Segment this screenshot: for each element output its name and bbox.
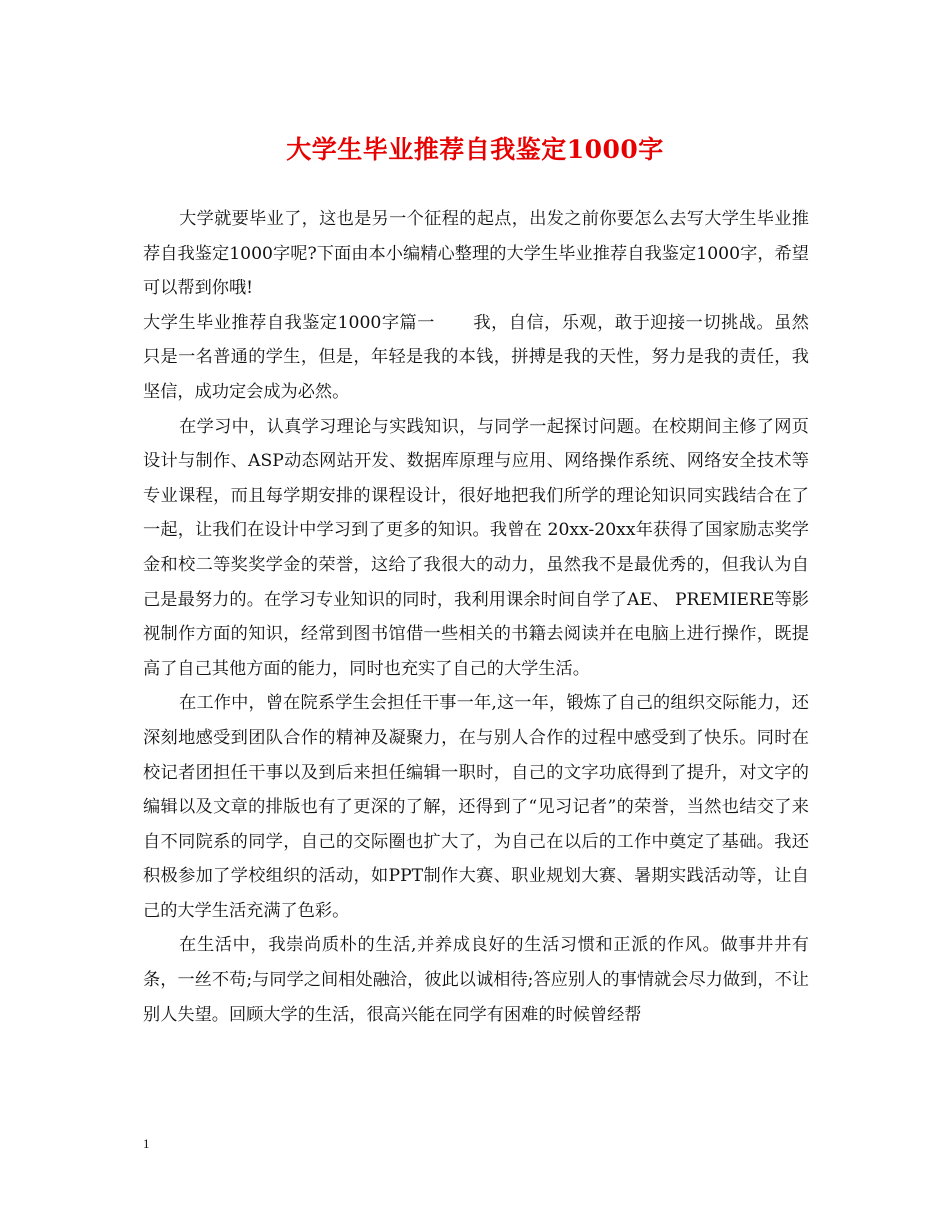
life-paragraph: 在生活中，我崇尚质朴的生活,并养成良好的生活习惯和正派的作风。做事井井有条，一丝不苟;与同学之间相处融洽，彼此以诚相待;答应别人的事情就会尽力做到，不让别人失望。回顾大学的生活，很高兴能在同学有困难的时候曾经帮 bbox=[143, 935, 809, 1025]
document-title: 大学生毕业推荐自我鉴定1000字 bbox=[286, 135, 664, 164]
work-paragraph: 在工作中，曾在院系学生会担任干事一年,这一年，锻炼了自己的组织交际能力，还深刻地感受到团队合作的精神及凝聚力，在与别人合作的过程中感受到了快乐。同时在校记者团担任干事以及到后来担任编辑一职时，自己的文字功底得到了提升，对文字的编辑以及文章的排版也有了更深的了解，还得到了“见习记者”的荣誉，当然也结交了来自不同院系的同学，自己的交际圈也扩大了，为自己在以后的工作中奠定了基础。我还积极参加了学校组织的活动，如PPT制作大赛、职业规划大赛、暑期实践活动等，让自己的大学生活充满了色彩。 bbox=[143, 693, 809, 921]
section-paragraph bbox=[143, 306, 809, 410]
study-paragraph: 在学习中，认真学习理论与实践知识，与同学一起探讨问题。在校期间主修了网页设计与制作、ASP动态网站开发、数据库原理与应用、网络操作系统、网络安全技术等专业课程，而且每学期安排的课程设计，很好地把我们所学的理论知识同实践结合在了一起，让我们在设计中学习到了更多的知识。我曾在 20xx-20xx年获得了国家励志奖学金和校二等奖奖学金的荣誉，这给了我很大的动力，虽然我不是最优秀的，但我认为自己是最努力的。在学习专业知识的同时，我利用课余时间自学了AE、 PREMIERE等影视制作方面的知识，经常到图书馆借一些相关的书籍去阅读并在电脑上进行操作，既提高了自己其他方面的能力，同时也充实了自己的大学生活。 bbox=[143, 416, 809, 679]
intro-paragraph: 大学就要毕业了，这也是另一个征程的起点，出发之前你要怎么去写大学生毕业推荐自我鉴定1000字呢?下面由本小编精心整理的大学生毕业推荐自我鉴定1000字，希望可以帮到你哦! bbox=[143, 209, 809, 299]
page-number: 1 bbox=[143, 1136, 150, 1151]
section-heading: 大学生毕业推荐自我鉴定1000字篇一 bbox=[143, 312, 435, 333]
section-lead: 我，自信，乐观，敢于迎接一切挑战。虽然只是一名普通的学生，但是，年轻是我的本钱，拼搏是我的天性，努力是我的责任，我坚信，成功定会成为必然。 bbox=[143, 312, 809, 402]
document-body bbox=[143, 202, 809, 1032]
